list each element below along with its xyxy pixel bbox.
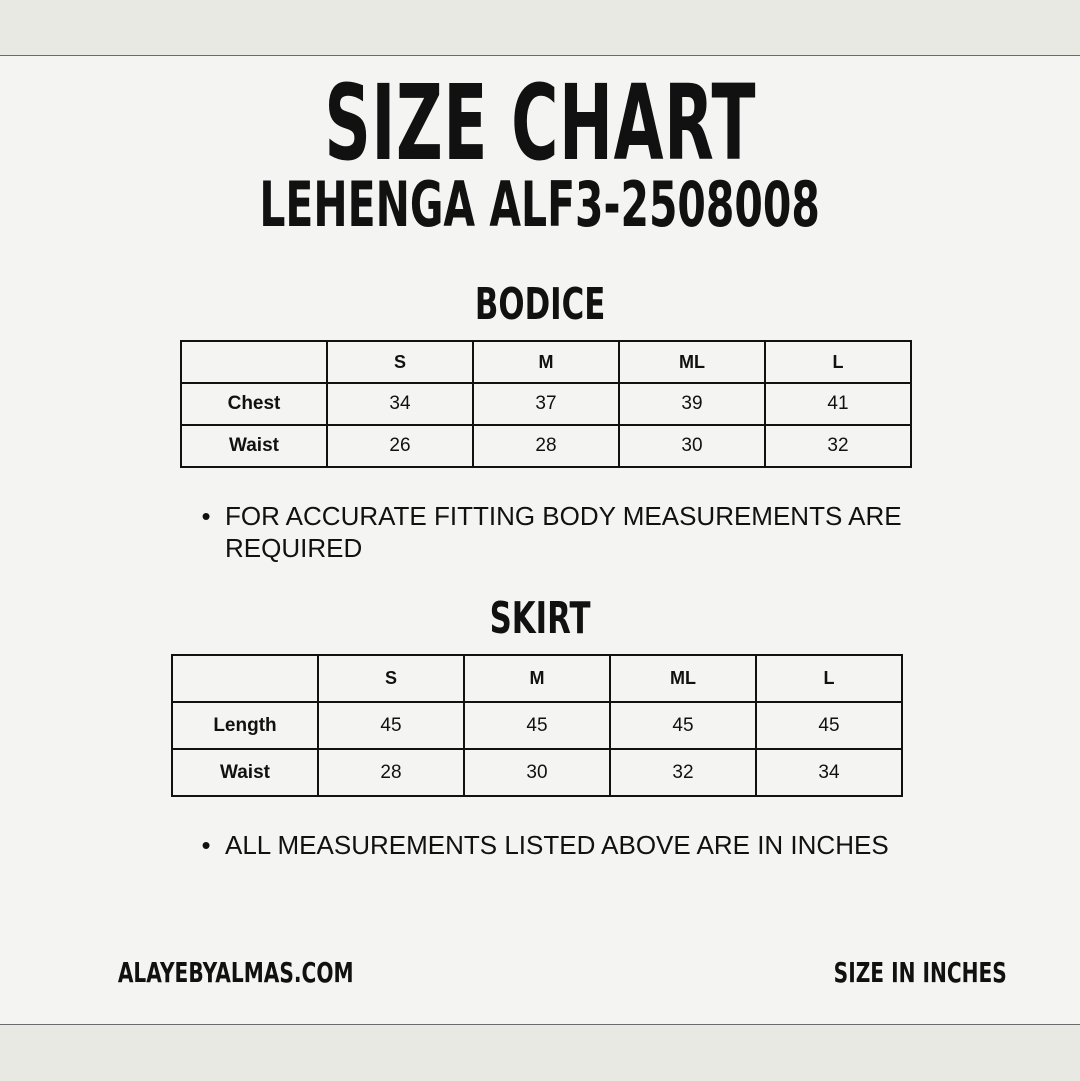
row-label: Waist bbox=[181, 425, 327, 467]
column-header: L bbox=[756, 655, 902, 702]
table-row bbox=[172, 702, 902, 749]
table-cell: 28 bbox=[318, 749, 464, 796]
table-header-row bbox=[172, 655, 902, 702]
skirt-size-table bbox=[171, 654, 903, 797]
footer-website-text: ALAYEBYALMAS.COM bbox=[117, 956, 354, 989]
skirt-heading bbox=[0, 593, 1080, 644]
footer-units-text: SIZE IN INCHES bbox=[833, 956, 1007, 989]
table-cell: 45 bbox=[464, 702, 610, 749]
row-label: Length bbox=[172, 702, 318, 749]
units-note bbox=[199, 829, 919, 861]
product-subtitle-text: LEHENGA ALF3-2508008 bbox=[259, 168, 821, 241]
table-cell: 32 bbox=[610, 749, 756, 796]
footer-units bbox=[800, 956, 1007, 990]
table-cell: 39 bbox=[619, 383, 765, 425]
top-band bbox=[0, 0, 1080, 56]
bodice-note bbox=[199, 500, 919, 564]
column-header: ML bbox=[619, 341, 765, 383]
column-header: M bbox=[473, 341, 619, 383]
table-cell: 45 bbox=[756, 702, 902, 749]
skirt-heading-text: SKIRT bbox=[489, 593, 591, 644]
product-subtitle bbox=[0, 168, 1080, 241]
bullet-icon: • bbox=[201, 501, 211, 531]
page-title-text: SIZE CHART bbox=[324, 62, 756, 184]
column-header: S bbox=[318, 655, 464, 702]
column-header: S bbox=[327, 341, 473, 383]
column-header: ML bbox=[610, 655, 756, 702]
table-corner-cell bbox=[172, 655, 318, 702]
table-cell: 37 bbox=[473, 383, 619, 425]
table-cell: 30 bbox=[619, 425, 765, 467]
footer-website bbox=[72, 956, 352, 990]
bodice-note-text: FOR ACCURATE FITTING BODY MEASUREMENTS ARE REQUIRED bbox=[225, 501, 902, 563]
column-header: L bbox=[765, 341, 911, 383]
table-cell: 30 bbox=[464, 749, 610, 796]
table-cell: 45 bbox=[318, 702, 464, 749]
bodice-size-table bbox=[180, 340, 912, 468]
bodice-heading-text: BODICE bbox=[474, 279, 606, 330]
table-cell: 32 bbox=[765, 425, 911, 467]
table-corner-cell bbox=[181, 341, 327, 383]
row-label: Chest bbox=[181, 383, 327, 425]
column-header: M bbox=[464, 655, 610, 702]
table-row bbox=[181, 383, 911, 425]
table-cell: 45 bbox=[610, 702, 756, 749]
table-header-row bbox=[181, 341, 911, 383]
table-cell: 34 bbox=[756, 749, 902, 796]
row-label: Waist bbox=[172, 749, 318, 796]
table-cell: 26 bbox=[327, 425, 473, 467]
units-note-text: ALL MEASUREMENTS LISTED ABOVE ARE IN INCHES bbox=[225, 830, 889, 860]
table-row bbox=[172, 749, 902, 796]
bodice-heading bbox=[0, 279, 1080, 330]
table-cell: 28 bbox=[473, 425, 619, 467]
bottom-band bbox=[0, 1024, 1080, 1081]
table-row bbox=[181, 425, 911, 467]
bullet-icon: • bbox=[201, 830, 211, 860]
page-title bbox=[0, 62, 1080, 184]
table-cell: 34 bbox=[327, 383, 473, 425]
table-cell: 41 bbox=[765, 383, 911, 425]
